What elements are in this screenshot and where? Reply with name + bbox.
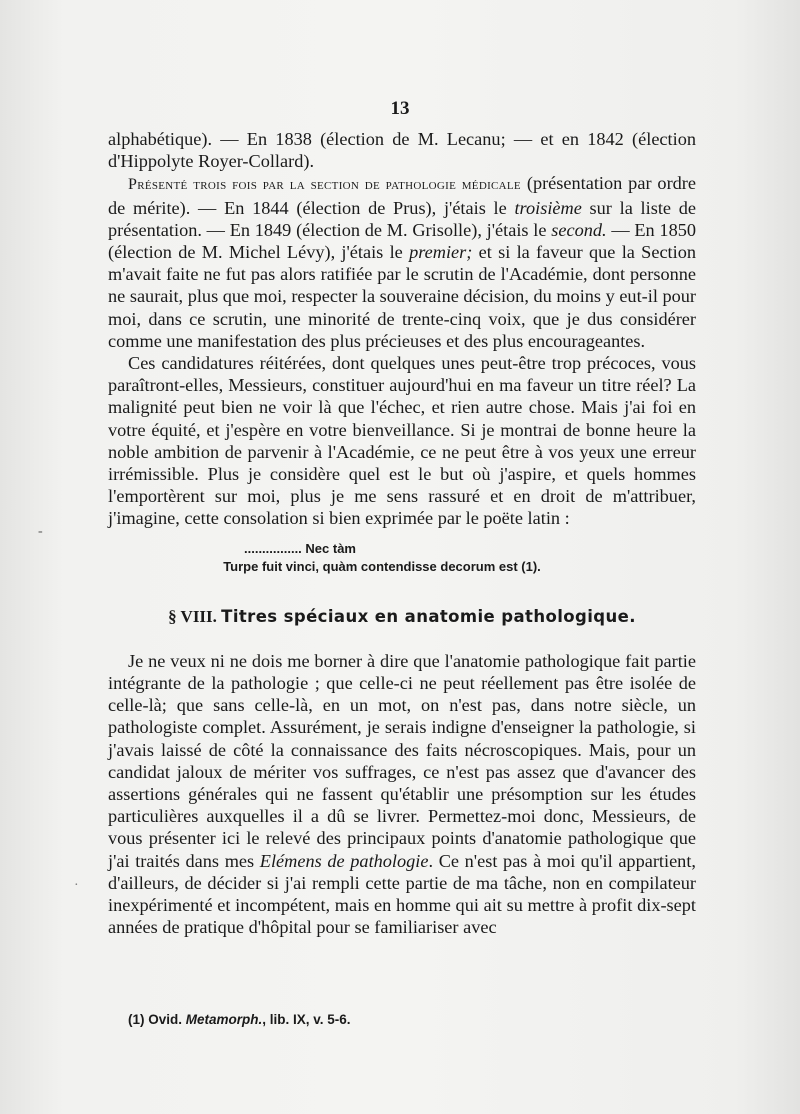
page-number: 13: [390, 98, 410, 119]
paragraph-2-part-b: sur la liste de présentation. — En 1849 (élection de M. Grisolle), j'étais le: [108, 197, 696, 240]
paragraph-2-part-a: (présentation par ordre de mérite). — En 1844 (élection de Prus), j'étais le: [108, 173, 696, 218]
quote-line-1: ................ Nec tàm: [244, 540, 356, 556]
paragraph-1: alphabétique). — En 1838 (élection de M. Lecanu; — et en 1842 (élection d'Hippolyte Royer-Collard).: [108, 129, 696, 172]
section-number: § VIII.: [168, 606, 217, 626]
paragraph-4-part-a: Je ne veux ni ne dois me borner à dire que l'anatomie pathologique fait partie intégrante de la pathologie ; que celle-ci ne peut réellement pas être isolée de celle-là; que sans celle-là, en un mot, on n'est pas, dans notre siècle, un pathologiste complet. Assurément, je serais indigne d'enseigner la pathologie, si j'avais laissé de côté la connaissance des faits nécroscopiques. Mais, pour un candidat jaloux de mériter vos suffrages, ce n'est pas assez que d'avancer des assertions générales qui ne fassent qu'établir une présomption sur les études particulières auxquelles il a dû se livrer. Permettez-moi donc, Messieurs, de vous présenter ici le relevé des principaux points d'anatomie pathologique que j'ai traités dans mes: [108, 650, 696, 871]
emphasis-premier: premier;: [409, 242, 473, 263]
footnote-location: , lib. IX, v. 5-6.: [262, 1012, 351, 1027]
footnote-ref: (1) Ovid.: [128, 1012, 186, 1027]
small-caps-lead: Présenté trois fois par la section de pathologie médicale: [128, 176, 521, 194]
paragraph-3: Ces candidatures réitérées, dont quelques unes peut-être trop précoces, vous paraîtront-elles, Messieurs, constituer aujourd'hui en ma faveur un titre réel? La malignité peut bien ne voir là que l'échec, et rien autre chose. Mais j'ai foi en votre équité, et j'espère en votre bienveillance. Si je montrai de bonne heure la noble ambition de parvenir à l'Académie, ce ne peut être à vos yeux une erreur irrémissible. Plus je considère quel est le but où j'aspire, et quels hommes l'emportèrent sur moi, plus je me sens rassuré et en droit de m'attribuer, j'imagine, cette consolation si bien exprimée par le poëte latin :: [108, 353, 696, 529]
emphasis-troisieme: troisième: [514, 197, 582, 218]
paragraph-2-part-c: — En 1850 (élection de M. Michel Lévy), j'étais le: [108, 219, 696, 263]
footnote-work: Metamorph.: [185, 1012, 263, 1027]
paragraph-2: [108, 172, 696, 352]
emphasis-second: second.: [551, 219, 607, 240]
paragraph-2-part-d: et si la faveur que la Section m'avait faite ne fut pas alors ratifiée par le scrutin de l'Académie, dont personne ne saurait, plus que moi, respecter la souveraine décision, du moins y eut-il pour moi, dans ce scrutin, une minorité de trente-cinq voix, que je dus considérer comme une manifestation des plus précieuses et des plus encourageantes.: [108, 242, 697, 351]
margin-dash: -: [38, 524, 43, 539]
latin-quote: [108, 540, 696, 576]
margin-dot: ·: [74, 878, 79, 893]
footnote: [128, 1012, 351, 1027]
paragraph-4-part-b: . Ce n'est pas à moi qu'il appartient, d'ailleurs, de décider si j'ai rempli cette partie de ma tâche, non en compilateur inexpérimenté et incompétent, mais en homme qui ait su mettre à profit dix-sept années de pratique d'hôpital pour se familiariser avec: [108, 850, 696, 938]
body-text: [108, 128, 696, 939]
quote-line-2: Turpe fuit vinci, quàm contendisse decorum est (1).: [223, 558, 541, 574]
section-heading: [108, 606, 696, 628]
section-title: Titres spéciaux en anatomie pathologique.: [221, 606, 636, 626]
emphasis-book-title: Elémens de pathologie: [259, 850, 429, 871]
paragraph-4: [108, 650, 696, 939]
